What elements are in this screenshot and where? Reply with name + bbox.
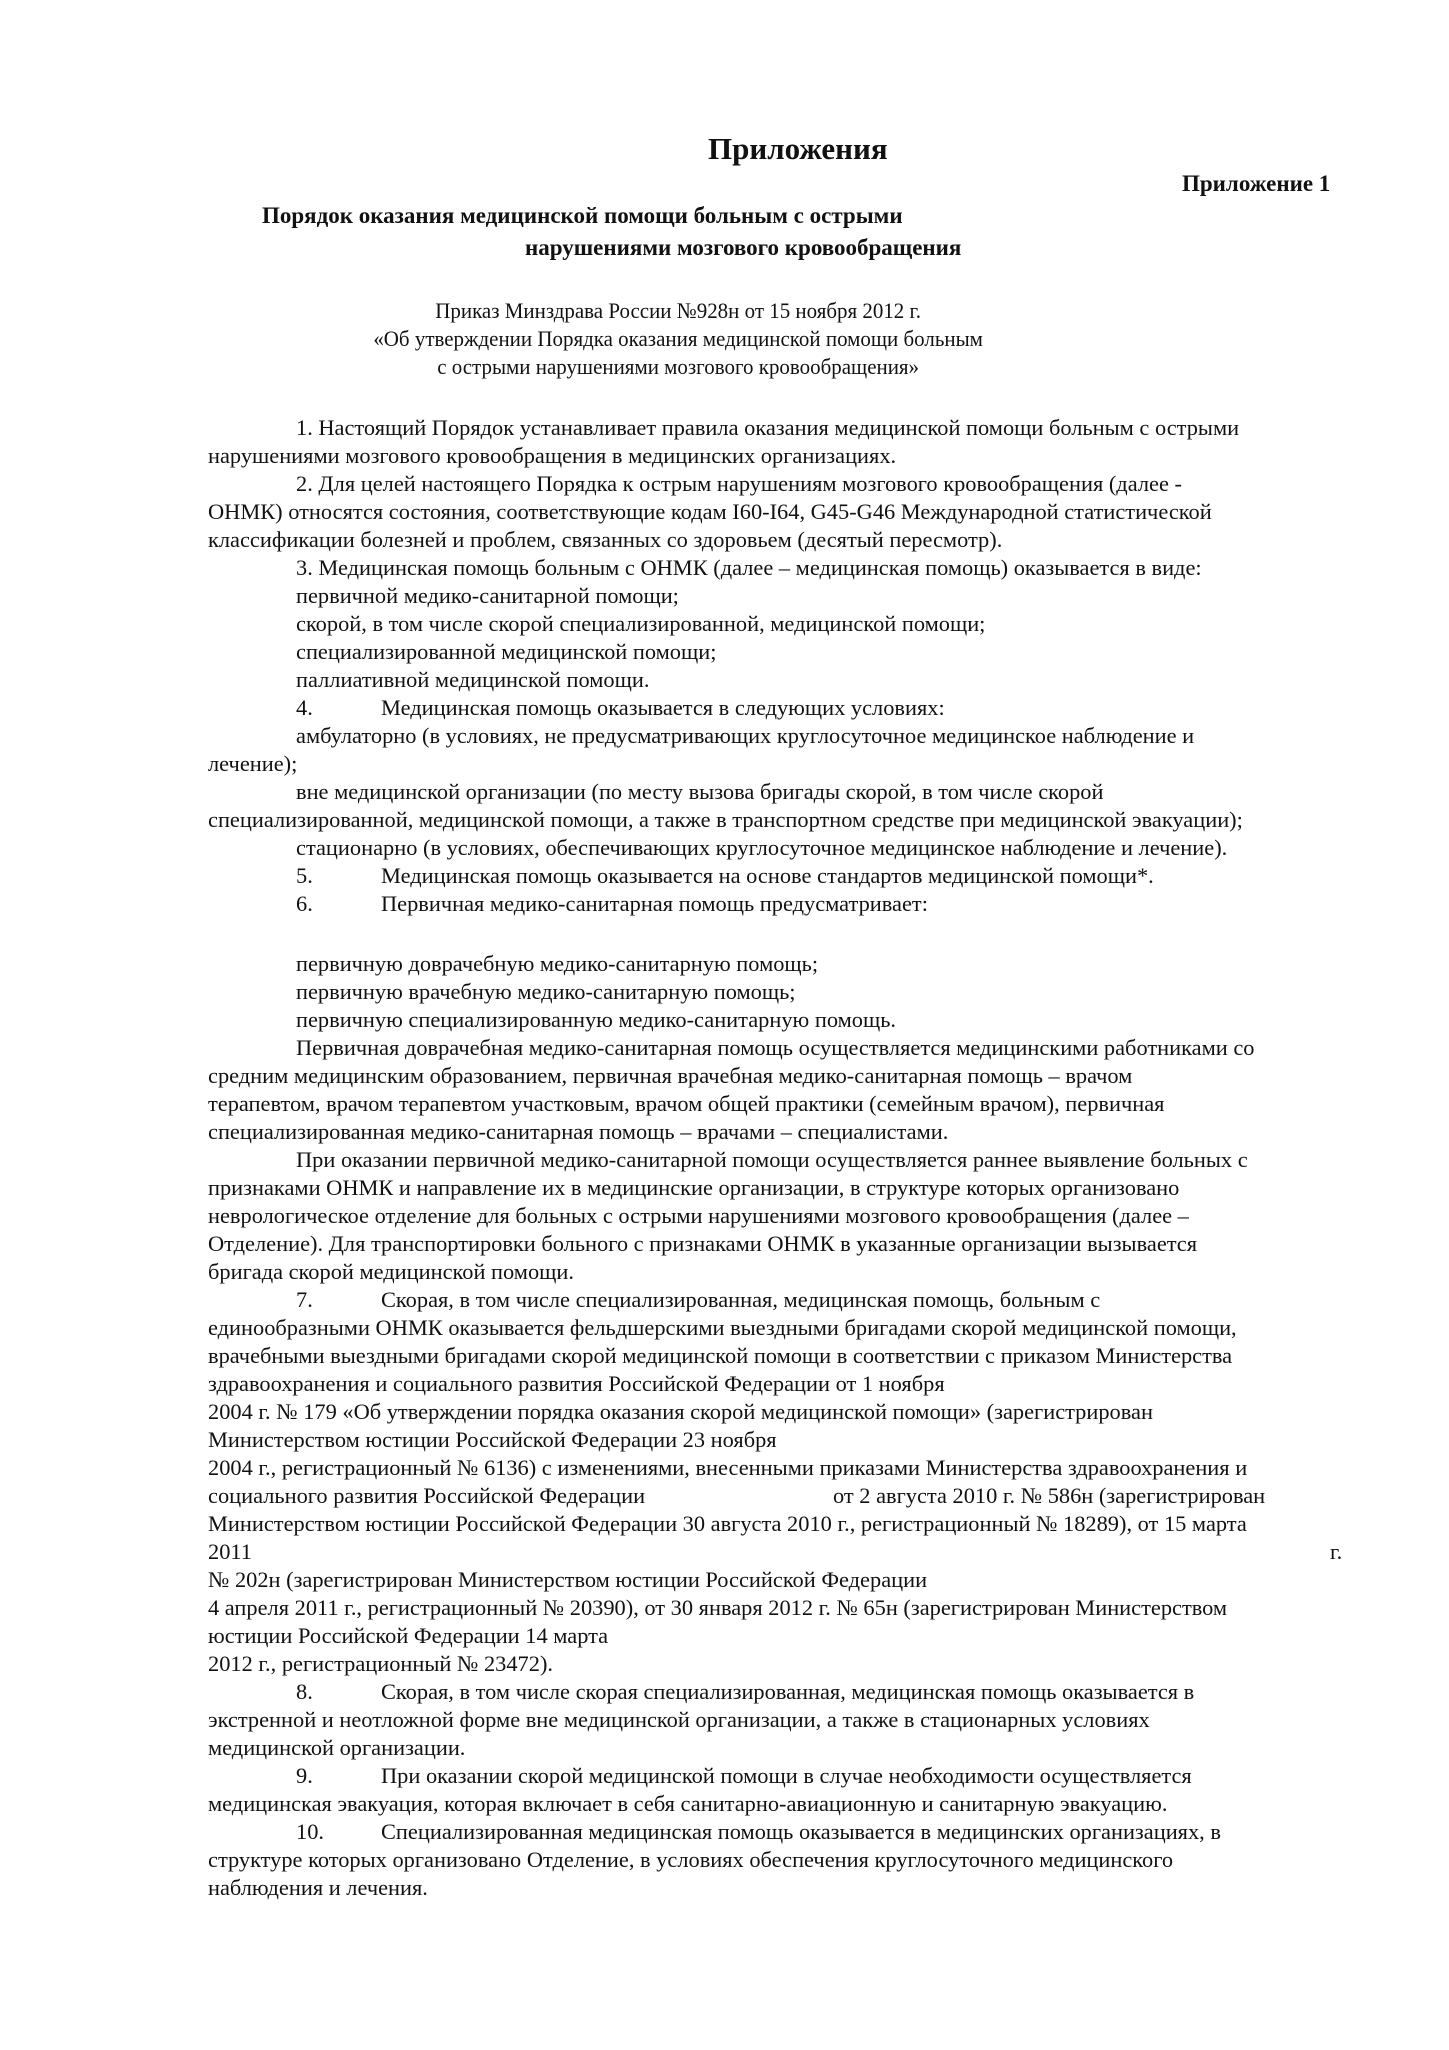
body-line: Министерством юстиции Российской Федерации 30 августа 2010 г., регистрационный № 18289), от 15 марта [208, 1511, 1247, 1536]
body-line: неврологическое отделение для больных с острыми нарушениями мозгового кровообращения (далее – [208, 1203, 1189, 1228]
body-line: структуре которых организовано Отделение, в условиях обеспечения круглосуточного медицинского [208, 1847, 1174, 1872]
item-number: 5. [296, 863, 313, 888]
body-line: Медицинская помощь оказывается на основе стандартов медицинской помощи*. [381, 863, 1154, 888]
body-line: вне медицинской организации (по месту вызова бригады скорой, в том числе скорой [296, 779, 1104, 804]
body-line: № 202н (зарегистрирован Министерством юстиции Российской Федерации [208, 1567, 928, 1592]
appendix-label: Приложение 1 [1182, 171, 1331, 196]
body-line: 2. Для целей настоящего Порядка к острым нарушениям мозгового кровообращения (далее - [296, 471, 1182, 496]
body-line: от 2 августа 2010 г. № 586н (зарегистрирован [833, 1483, 1266, 1508]
order-line-1: Приказ Минздрава России №928н от 15 ноября 2012 г. [435, 298, 922, 323]
heading-line-2: нарушениями мозгового кровообращения [525, 235, 962, 260]
body-line: Скорая, в том числе специализированная, медицинская помощь, больным с [381, 1287, 1101, 1312]
list-item: паллиативной медицинской помощи. [296, 667, 650, 692]
body-line: наблюдения и лечения. [208, 1875, 428, 1900]
body-line: 2004 г. № 179 «Об утверждении порядка оказания скорой медицинской помощи» (зарегистрирован [208, 1399, 1153, 1424]
list-item: специализированной медицинской помощи; [296, 639, 717, 664]
body-line: 2011 [208, 1539, 252, 1564]
body-line: социального развития Российской Федерации [208, 1483, 646, 1508]
body-line: средним медицинским образованием, первичная врачебная медико-санитарная помощь – врачом [208, 1063, 1133, 1088]
body-line: единообразными ОНМК оказывается фельдшерскими выездными бригадами скорой медицинской помощи, [208, 1315, 1237, 1340]
order-line-2: «Об утверждении Порядка оказания медицинской помощи больным [373, 326, 983, 351]
body-line: специализированная медико-санитарная помощь – врачами – специалистами. [208, 1119, 949, 1144]
list-item: первичную врачебную медико-санитарную помощь; [296, 979, 796, 1004]
body-line: ОНМК) относятся состояния, соответствующие кодам I60-I64, G45-G46 Международной статистической [208, 499, 1212, 524]
body-line: стационарно (в условиях, обеспечивающих круглосуточное медицинское наблюдение и лечение). [296, 835, 1228, 860]
body-line: Министерством юстиции Российской Федерации 23 ноября [208, 1427, 777, 1452]
body-line: Первичная медико-санитарная помощь предусматривает: [381, 891, 928, 916]
order-line-3: с острыми нарушениями мозгового кровообращения» [437, 354, 920, 379]
body-line: При оказании скорой медицинской помощи в случае необходимости осуществляется [381, 1763, 1192, 1788]
item-number: 4. [296, 695, 313, 720]
body-line: нарушениями мозгового кровообращения в медицинских организациях. [208, 443, 897, 468]
list-item: скорой, в том числе скорой специализированной, медицинской помощи; [296, 611, 986, 636]
list-item: первичную доврачебную медико-санитарную помощь; [296, 951, 819, 976]
item-number: 8. [296, 1679, 313, 1704]
body-line: Медицинская помощь оказывается в следующих условиях: [381, 695, 945, 720]
body-line: 1. Настоящий Порядок устанавливает правила оказания медицинской помощи больным с острыми [296, 415, 1240, 440]
body-line: лечение); [208, 751, 298, 776]
body-line: 2004 г., регистрационный № 6136) с изменениями, внесенными приказами Министерства здравоохранения и [208, 1455, 1248, 1480]
body-line: амбулаторно (в условиях, не предусматривающих круглосуточное медицинское наблюдение и [296, 723, 1195, 748]
body-line: медицинская эвакуация, которая включает в себя санитарно-авиационную и санитарную эвакуацию. [208, 1791, 1168, 1816]
body-line: врачебными выездными бригадами скорой медицинской помощи в соответствии с приказом Министерства [208, 1343, 1233, 1368]
body-line: терапевтом, врачом терапевтом участковым, врачом общей практики (семейным врачом), первичная [208, 1091, 1165, 1116]
body-line: специализированной, медицинской помощи, а также в транспортном средстве при медицинской эвакуации); [208, 807, 1243, 832]
list-item: первичную специализированную медико-санитарную помощь. [296, 1007, 897, 1032]
body-line: здравоохранения и социального развития Российской Федерации от 1 ноября [208, 1371, 945, 1396]
item-number: 9. [296, 1763, 313, 1788]
body-line: При оказании первичной медико-санитарной помощи осуществляется раннее выявление больных с [296, 1147, 1248, 1172]
body-line: Скорая, в том числе скорая специализированная, медицинская помощь оказывается в [381, 1679, 1195, 1704]
heading-line-1: Порядок оказания медицинской помощи больным с острыми [262, 203, 903, 228]
body-line: Специализированная медицинская помощь оказывается в медицинских организациях, в [381, 1819, 1221, 1844]
page-title: Приложения [708, 131, 888, 166]
body-line: классификации болезней и проблем, связанных со здоровьем (десятый пересмотр). [208, 527, 1003, 552]
body-line: бригада скорой медицинской помощи. [208, 1259, 574, 1284]
body-line: медицинской организации. [208, 1735, 466, 1760]
body-line: 3. Медицинская помощь больным с ОНМК (далее – медицинская помощь) оказывается в виде: [296, 555, 1202, 580]
body-line: Отделение). Для транспортировки больного с признаками ОНМК в указанные организации вызывается [208, 1231, 1198, 1256]
item-number: 6. [296, 891, 313, 916]
body-line: признаками ОНМК и направление их в медицинские организации, в структуре которых организовано [208, 1175, 1180, 1200]
body-line: Первичная доврачебная медико-санитарная помощь осуществляется медицинскими работниками со [296, 1035, 1255, 1060]
item-number: 7. [296, 1287, 313, 1312]
body-line: 2012 г., регистрационный № 23472). [208, 1651, 553, 1676]
list-item: первичной медико-санитарной помощи; [296, 583, 679, 608]
body-line: г. [1330, 1539, 1343, 1564]
body-line: 4 апреля 2011 г., регистрационный № 20390), от 30 января 2012 г. № 65н (зарегистрирован Министерством [208, 1595, 1228, 1620]
item-number: 10. [296, 1819, 324, 1844]
body-line: юстиции Российской Федерации 14 марта [208, 1623, 609, 1648]
body-line: экстренной и неотложной форме вне медицинской организации, а также в стационарных условиях [208, 1707, 1150, 1732]
